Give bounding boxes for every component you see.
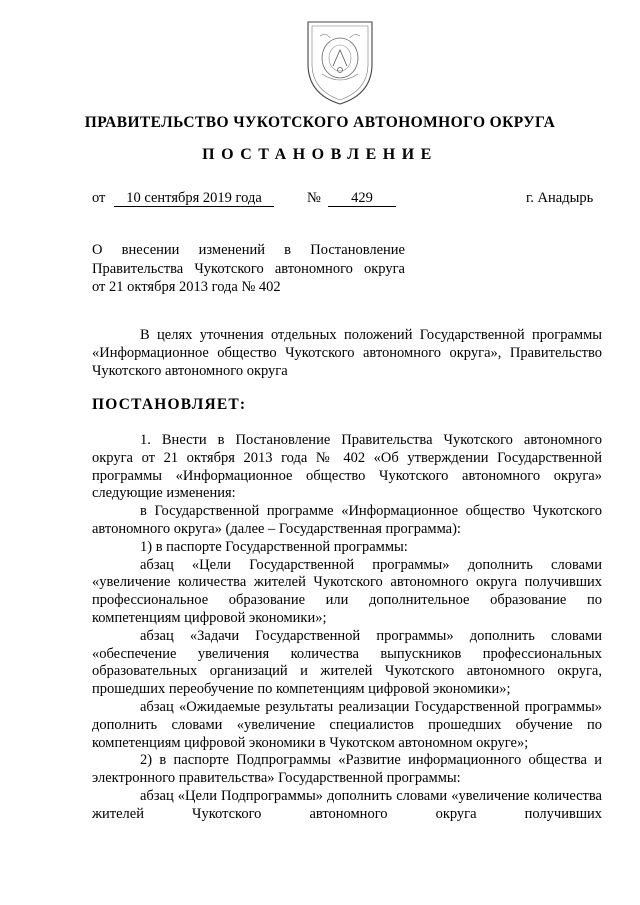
subject-line-2: Правительства Чукотского автономного округа [92, 260, 405, 277]
document-city: г. Анадырь [526, 190, 594, 206]
body-paragraph-2: в Государственной программе «Информационное общество Чукотского автономного округа» (далее – Государственная программа): [92, 503, 602, 537]
preamble-text: В целях уточнения отдельных положений Государственной программы «Информационное общество Чукотского автономного округа», Правительство Чукотского автономного округа [92, 327, 602, 379]
body-paragraph-7: 2) в паспорте Подпрограммы «Развитие информационного общества и электронного правительства» Государственной программы: [92, 752, 602, 787]
body-paragraph-1: 1. Внести в Постановление Правительства Чукотского автономного округа от 21 октября 2013 года № 402 «Об утверждении Государственной программы «Информационное общество Чукотского автономного округа» следующие изменения: [92, 432, 602, 502]
document-subject [92, 241, 405, 297]
preamble [92, 327, 602, 380]
date-prefix: от [92, 190, 106, 206]
body-paragraph-5: абзац «Задачи Государственной программы» дополнить словами «обеспечение увеличения количества выпускников профессиональных образовательных организаций и жителей Чукотского автономного округа, прошедших переобучение по компетенциям цифровой экономики»; [92, 627, 602, 698]
document-date-value: 10 сентября 2019 года [114, 190, 274, 207]
subject-line-3: от 21 октября 2013 года № 402 [92, 279, 281, 295]
document-body [92, 432, 602, 824]
document-number [328, 190, 396, 207]
body-paragraph-6: абзац «Ожидаемые результаты реализации Государственной программы» дополнить словами «увеличение специалистов прошедших обучение по компетенциям цифровой экономики в Чукотском автономном округе»; [92, 698, 602, 751]
body-paragraph-4: абзац «Цели Государственной программы» дополнить словами «увеличение количества жителей Чукотского автономного округа получивших профессиональное образование или дополнительное образование по компетенциям цифровой экономики»; [92, 556, 602, 626]
coat-of-arms-emblem [300, 14, 380, 108]
body-paragraph-3: 1) в паспорте Государственной программы: [140, 538, 408, 555]
subject-line-1: О внесении изменений в Постановление [92, 242, 405, 258]
document-type: ПОСТАНОВЛЕНИЕ [202, 146, 438, 163]
document-number-value: 429 [328, 190, 396, 207]
organization-title: ПРАВИТЕЛЬСТВО ЧУКОТСКОГО АВТОНОМНОГО ОКРУГА [84, 114, 556, 131]
document-date [114, 190, 274, 207]
number-prefix: № [307, 190, 321, 206]
resolve-heading: ПОСТАНОВЛЯЕТ: [92, 396, 247, 413]
body-paragraph-8: абзац «Цели Подпрограммы» дополнить словами «увеличение количества жителей Чукотского автономного округа получивших [92, 787, 602, 822]
